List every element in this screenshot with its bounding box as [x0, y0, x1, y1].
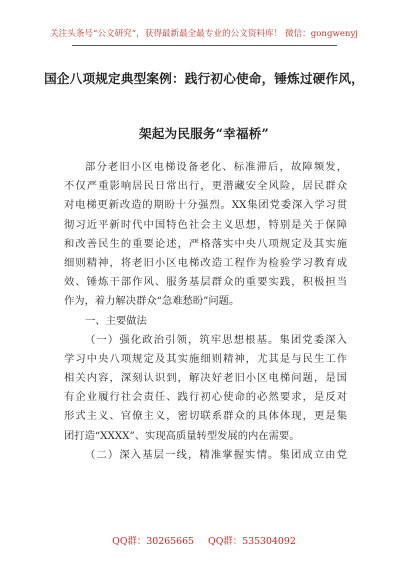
document-title-line-1: 国企八项规定典型案例：践行初心使命，锤炼过硬作风，: [44, 71, 364, 86]
body-line: 和改善民生的重要论述，严格落实中央八项规定及其实施: [64, 237, 347, 250]
body-line: 效、锤炼干部作风、服务基层群众的重要实践，积极担当: [64, 276, 347, 289]
body-line: 学习中央八项规定及其实施细则精神，尤其是与民生工作: [64, 352, 347, 365]
body-line: 相关内容，深刻认识到，解决好老旧小区电梯问题，是国: [64, 372, 347, 385]
body-line: 彻习近平新时代中国特色社会主义思想，特别是关于保障: [64, 218, 347, 231]
body-line: 对电梯更新改造的期盼十分强烈。XX集团党委深入学习贯: [64, 199, 347, 212]
body-line: （二）深入基层一线，精准掌握实情。集团成立由党: [85, 448, 347, 461]
body-line: 有企业履行社会责任、践行初心使命的必然要求，是反对: [64, 391, 347, 404]
header-note: 关注头条号“公文研究”，获得最新最全最专业的公文资料库！ 微信：gongwenyj: [50, 29, 358, 39]
body-line: 不仅严重影响居民日常出行，更潜藏安全风险，居民群众: [64, 180, 347, 193]
body-line: 团打造“XXXX”、实现高质量转型发展的内在需要。: [64, 429, 300, 442]
body-line: 形式主义、官僚主义，密切联系群众的具体体现，更是集: [64, 410, 347, 423]
section-heading: 一、主要做法: [85, 314, 147, 327]
footer-qq-group-2: QQ群：535304092: [208, 536, 296, 547]
body-line: 细则精神，将老旧小区电梯改造工程作为检验学习教育成: [64, 256, 347, 269]
document-body: [64, 158, 347, 465]
body-line: （一）强化政治引领，筑牢思想根基。集团党委深入: [85, 333, 347, 346]
footer-contacts: [0, 533, 408, 547]
body-line: 作为，着力解决群众“急难愁盼”问题。: [64, 295, 240, 308]
body-line: 部分老旧小区电梯设备老化、标准滞后，故障频发，: [85, 161, 347, 173]
header-divider: [72, 45, 337, 46]
document-title-line-2: 架起为民服务“幸福桥”: [138, 126, 270, 141]
footer-qq-group-1: QQ群：30265665: [112, 536, 195, 547]
